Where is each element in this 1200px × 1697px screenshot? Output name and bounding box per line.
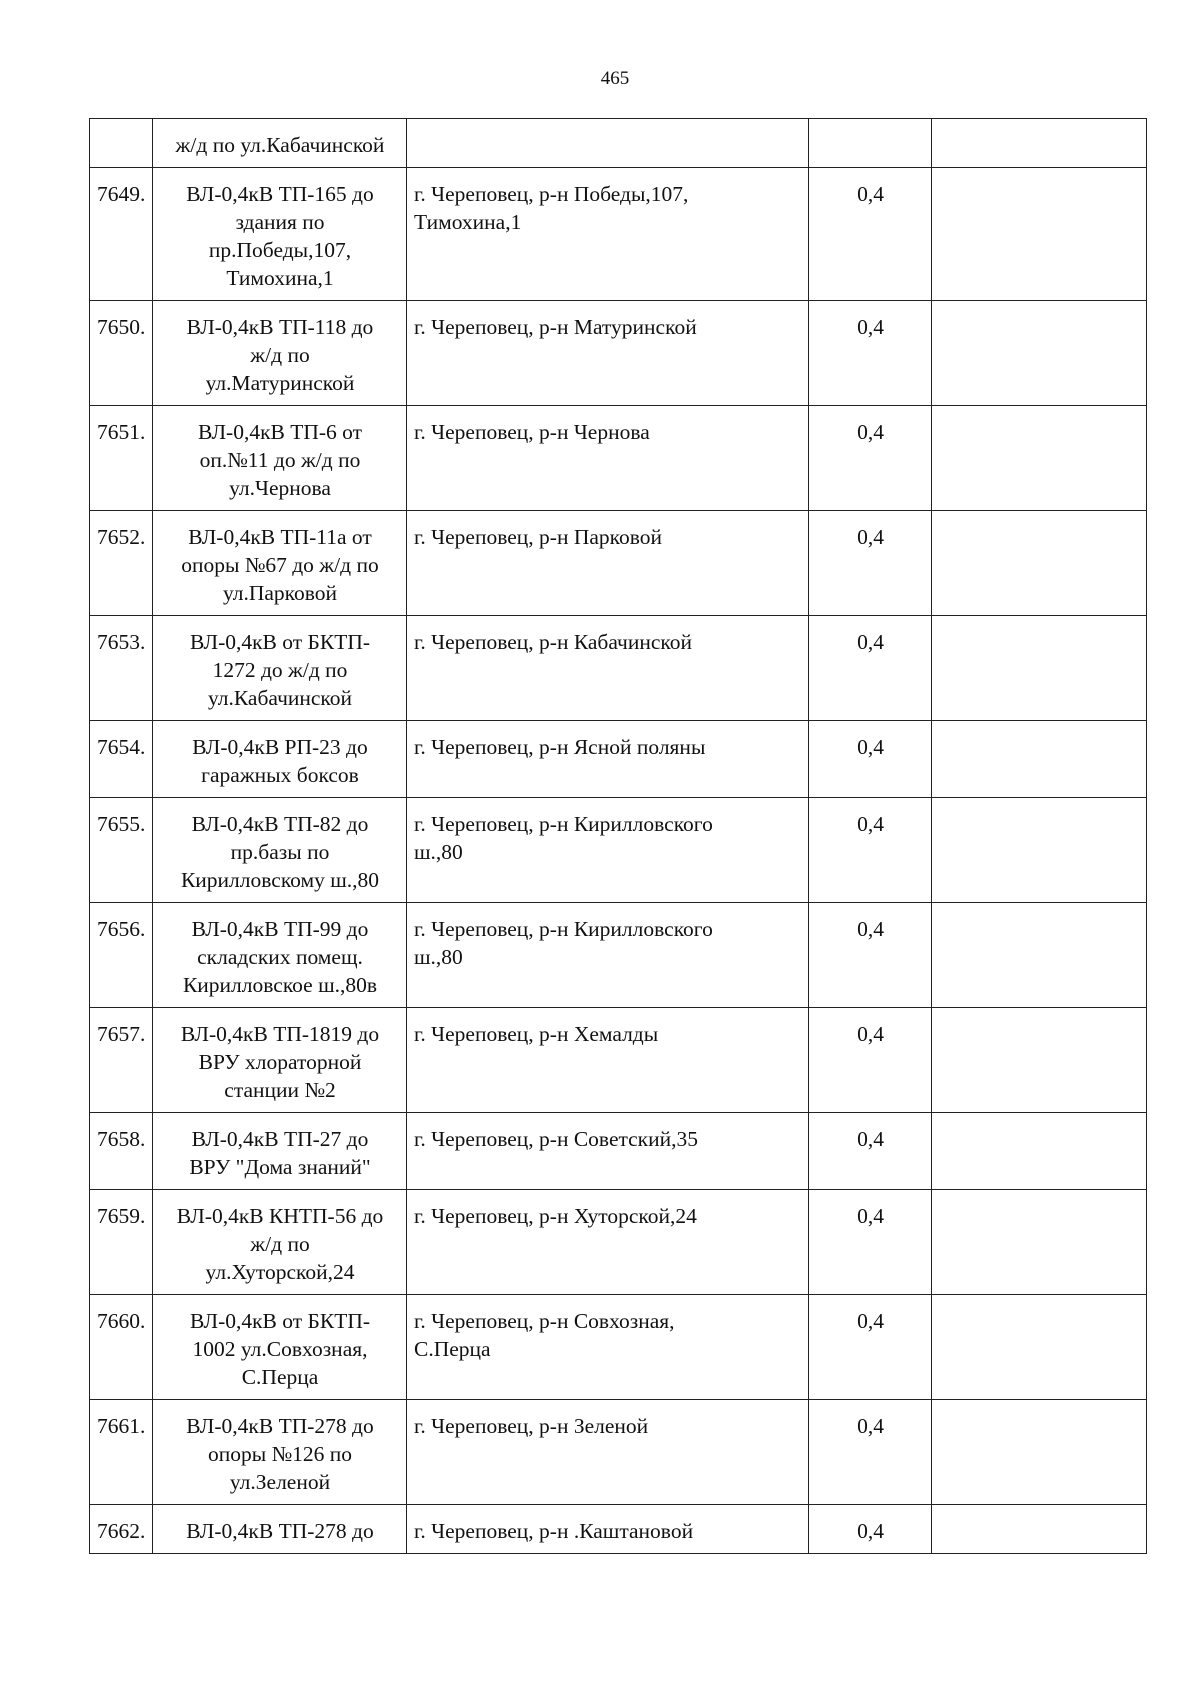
line-name-cell-text: ВЛ-0,4кВ ТП-99 до складских помещ. Кирилловское ш.,80в: [182, 917, 378, 997]
line-name-cell-text: ВЛ-0,4кВ ТП-27 до ВРУ "Дома знаний": [189, 1127, 371, 1179]
address-cell-text: г. Череповец, р-н Кирилловского ш.,80: [414, 917, 713, 969]
row-number-cell: [90, 798, 153, 903]
address-cell: [407, 616, 809, 721]
address-cell-text: г. Череповец, р-н Зеленой: [414, 1414, 649, 1438]
line-name-cell: [153, 1113, 407, 1190]
row-number-cell: [90, 168, 153, 301]
address-cell: [407, 1113, 809, 1190]
address-cell: [407, 903, 809, 1008]
voltage-cell-text: 0,4: [857, 735, 884, 759]
line-name-cell-text: ВЛ-0,4кВ КНТП-56 до ж/д по ул.Хуторской,24: [176, 1204, 384, 1284]
table-row: [90, 903, 1147, 1008]
address-cell: [407, 119, 809, 168]
table-row: [90, 1505, 1147, 1554]
row-number-cell: [90, 721, 153, 798]
voltage-cell-text: 0,4: [857, 917, 884, 941]
row-number-cell: [90, 1295, 153, 1400]
address-cell: [407, 1505, 809, 1554]
table-row: [90, 511, 1147, 616]
voltage-cell: [809, 1295, 932, 1400]
line-name-cell: [153, 616, 407, 721]
row-number-cell: [90, 511, 153, 616]
voltage-cell-text: 0,4: [857, 630, 884, 654]
address-cell: [407, 168, 809, 301]
voltage-cell: [809, 616, 932, 721]
row-number-cell-text: 7652.: [97, 525, 146, 549]
notes-cell: [932, 1190, 1147, 1295]
row-number-cell-text: 7661.: [97, 1414, 146, 1438]
voltage-cell: [809, 511, 932, 616]
table-row: [90, 1190, 1147, 1295]
address-cell-text: г. Череповец, р-н Кирилловского ш.,80: [414, 812, 713, 864]
voltage-cell-text: 0,4: [857, 420, 884, 444]
voltage-cell: [809, 903, 932, 1008]
table-row: [90, 721, 1147, 798]
registry-table-body: [90, 119, 1147, 1554]
row-number-cell-text: 7657.: [97, 1022, 146, 1046]
line-name-cell: [153, 721, 407, 798]
row-number-cell: [90, 1400, 153, 1505]
address-cell-text: г. Череповец, р-н Матуринской: [414, 315, 697, 339]
row-number-cell: [90, 1190, 153, 1295]
row-number-cell: [90, 903, 153, 1008]
line-name-cell: [153, 511, 407, 616]
table-row: [90, 168, 1147, 301]
voltage-cell: [809, 1400, 932, 1505]
line-name-cell: [153, 301, 407, 406]
voltage-cell: [809, 1190, 932, 1295]
notes-cell: [932, 511, 1147, 616]
notes-cell: [932, 1400, 1147, 1505]
address-cell-text: г. Череповец, р-н Хуторской,24: [414, 1204, 697, 1228]
row-number-cell-text: 7658.: [97, 1127, 146, 1151]
table-row: [90, 119, 1147, 168]
voltage-cell-text: 0,4: [857, 1204, 884, 1228]
row-number-cell: [90, 301, 153, 406]
voltage-cell-text: 0,4: [857, 1022, 884, 1046]
line-name-cell: [153, 1008, 407, 1113]
line-name-cell-text: ж/д по ул.Кабачинской: [175, 133, 385, 157]
voltage-cell: [809, 1113, 932, 1190]
table-row: [90, 1113, 1147, 1190]
line-name-cell: [153, 903, 407, 1008]
line-name-cell-text: ВЛ-0,4кВ ТП-1819 до ВРУ хлораторной станции №2: [180, 1022, 380, 1102]
page-number: 465: [600, 68, 630, 89]
voltage-cell-text: 0,4: [857, 315, 884, 339]
table-row: [90, 1295, 1147, 1400]
notes-cell: [932, 1295, 1147, 1400]
row-number-cell-text: 7656.: [97, 917, 146, 941]
row-number-cell-text: 7655.: [97, 812, 146, 836]
line-name-cell: [153, 406, 407, 511]
voltage-cell-text: 0,4: [857, 812, 884, 836]
voltage-cell: [809, 721, 932, 798]
address-cell-text: г. Череповец, р-н Хемалды: [414, 1022, 659, 1046]
line-name-cell-text: ВЛ-0,4кВ ТП-6 от оп.№11 до ж/д по ул.Чернова: [197, 420, 363, 500]
address-cell-text: г. Череповец, р-н Парковой: [414, 525, 663, 549]
address-cell: [407, 1400, 809, 1505]
notes-cell: [932, 168, 1147, 301]
row-number-cell: [90, 119, 153, 168]
voltage-cell: [809, 1008, 932, 1113]
notes-cell: [932, 1113, 1147, 1190]
line-name-cell: [153, 798, 407, 903]
table-row: [90, 1400, 1147, 1505]
line-name-cell-text: ВЛ-0,4кВ ТП-278 до: [186, 1519, 374, 1543]
voltage-cell-text: 0,4: [857, 1414, 884, 1438]
line-name-cell: [153, 1400, 407, 1505]
notes-cell: [932, 903, 1147, 1008]
line-name-cell-text: ВЛ-0,4кВ от БКТП- 1002 ул.Совхозная, С.Перца: [189, 1309, 371, 1389]
address-cell-text: г. Череповец, р-н Победы,107, Тимохина,1: [414, 182, 689, 234]
line-name-cell-text: ВЛ-0,4кВ ТП-82 до пр.базы по Кирилловскому ш.,80: [180, 812, 380, 892]
notes-cell: [932, 301, 1147, 406]
line-name-cell-text: ВЛ-0,4кВ ТП-118 до ж/д по ул.Матуринской: [186, 315, 374, 395]
address-cell-text: г. Череповец, р-н Чернова: [414, 420, 650, 444]
address-cell: [407, 406, 809, 511]
row-number-cell-text: 7659.: [97, 1204, 146, 1228]
line-name-cell-text: ВЛ-0,4кВ ТП-165 до здания по пр.Победы,107, Тимохина,1: [186, 182, 374, 290]
voltage-cell-text: 0,4: [857, 1519, 884, 1543]
voltage-cell: [809, 301, 932, 406]
row-number-cell-text: 7651.: [97, 420, 146, 444]
line-name-cell: [153, 168, 407, 301]
table-row: [90, 798, 1147, 903]
row-number-cell-text: 7653.: [97, 630, 146, 654]
address-cell: [407, 721, 809, 798]
row-number-cell: [90, 406, 153, 511]
address-cell: [407, 1190, 809, 1295]
voltage-cell-text: 0,4: [857, 1127, 884, 1151]
notes-cell: [932, 616, 1147, 721]
address-cell: [407, 1008, 809, 1113]
row-number-cell: [90, 1505, 153, 1554]
row-number-cell: [90, 1008, 153, 1113]
line-name-cell: [153, 1190, 407, 1295]
line-name-cell: [153, 1505, 407, 1554]
voltage-cell: [809, 168, 932, 301]
table-row: [90, 406, 1147, 511]
address-cell: [407, 301, 809, 406]
voltage-cell-text: 0,4: [857, 1309, 884, 1333]
row-number-cell-text: 7662.: [97, 1519, 146, 1543]
line-name-cell: [153, 119, 407, 168]
address-cell: [407, 511, 809, 616]
notes-cell: [932, 721, 1147, 798]
registry-table: [89, 118, 1147, 1554]
line-name-cell-text: ВЛ-0,4кВ от БКТП- 1272 до ж/д по ул.Кабачинской: [189, 630, 371, 710]
row-number-cell-text: 7660.: [97, 1309, 146, 1333]
notes-cell: [932, 798, 1147, 903]
voltage-cell-text: 0,4: [857, 525, 884, 549]
row-number-cell: [90, 616, 153, 721]
table-row: [90, 1008, 1147, 1113]
voltage-cell: [809, 119, 932, 168]
notes-cell: [932, 406, 1147, 511]
line-name-cell-text: ВЛ-0,4кВ РП-23 до гаражных боксов: [192, 735, 368, 787]
address-cell-text: г. Череповец, р-н Совхозная, С.Перца: [414, 1309, 675, 1361]
address-cell: [407, 1295, 809, 1400]
table-row: [90, 616, 1147, 721]
row-number-cell-text: 7654.: [97, 735, 146, 759]
notes-cell: [932, 1008, 1147, 1113]
voltage-cell: [809, 798, 932, 903]
address-cell-text: г. Череповец, р-н Ясной поляны: [414, 735, 706, 759]
address-cell-text: г. Череповец, р-н Советский,35: [414, 1127, 699, 1151]
voltage-cell: [809, 406, 932, 511]
address-cell: [407, 798, 809, 903]
row-number-cell-text: 7649.: [97, 182, 146, 206]
table-row: [90, 301, 1147, 406]
address-cell-text: г. Череповец, р-н .Каштановой: [414, 1519, 694, 1543]
line-name-cell: [153, 1295, 407, 1400]
voltage-cell-text: 0,4: [857, 182, 884, 206]
line-name-cell-text: ВЛ-0,4кВ ТП-11а от опоры №67 до ж/д по ул.Парковой: [181, 525, 379, 605]
notes-cell: [932, 119, 1147, 168]
notes-cell: [932, 1505, 1147, 1554]
voltage-cell: [809, 1505, 932, 1554]
line-name-cell-text: ВЛ-0,4кВ ТП-278 до опоры №126 по ул.Зеленой: [186, 1414, 374, 1494]
row-number-cell: [90, 1113, 153, 1190]
address-cell-text: г. Череповец, р-н Кабачинской: [414, 630, 693, 654]
row-number-cell-text: 7650.: [97, 315, 146, 339]
